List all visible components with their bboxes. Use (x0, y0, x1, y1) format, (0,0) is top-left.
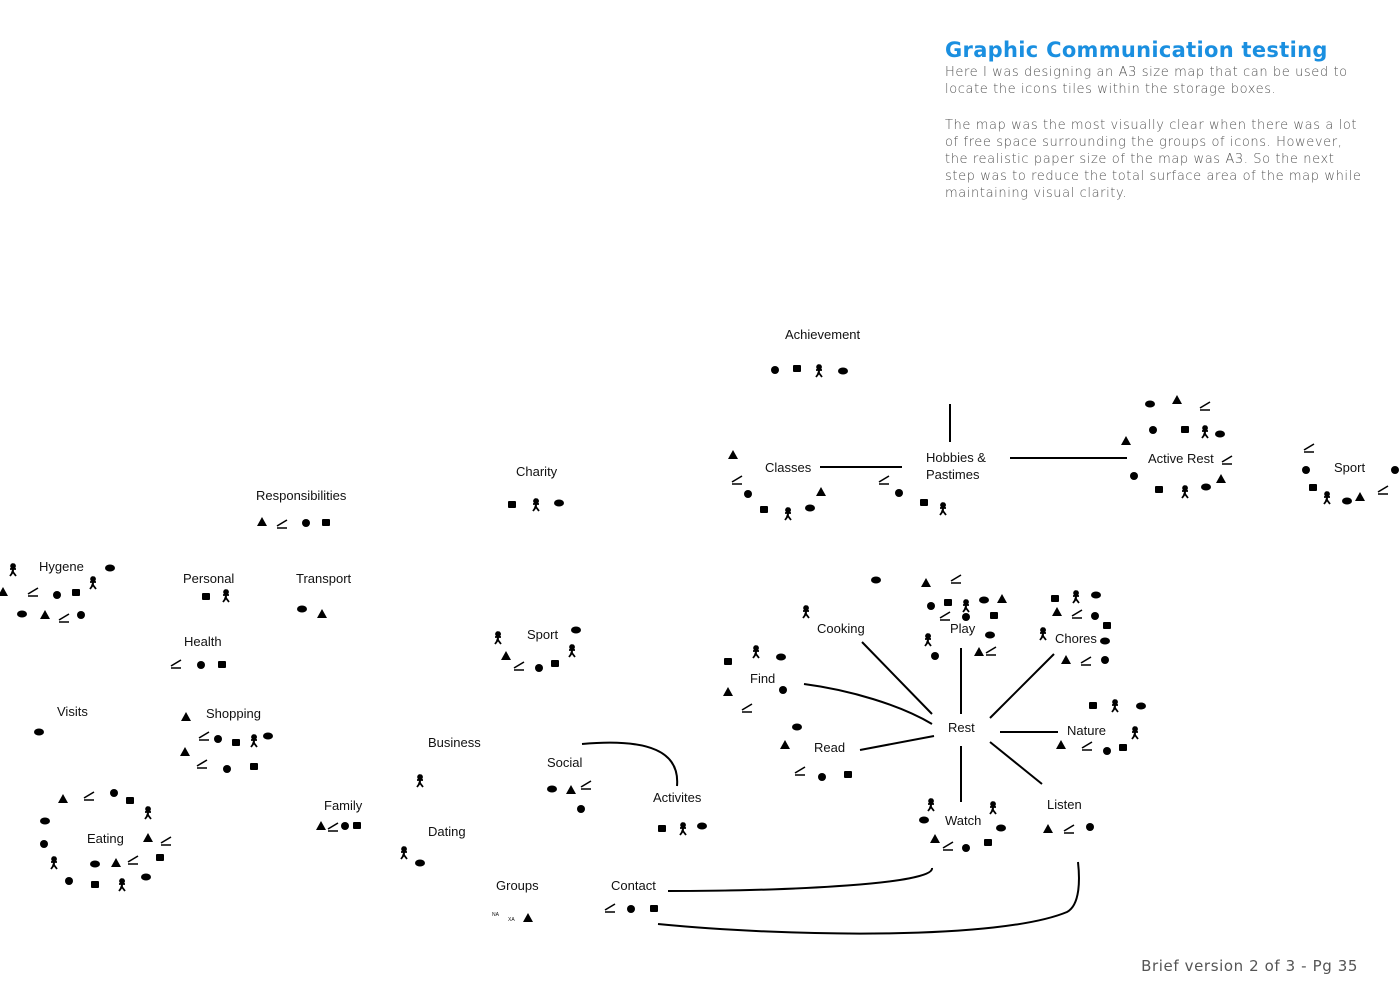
chores-pictogram-icon (1061, 655, 1071, 664)
eating-pictogram-icon (51, 857, 57, 869)
nature-pictogram-icon (1112, 700, 1118, 712)
eating-pictogram-icon (126, 797, 134, 804)
label-health: Health (184, 634, 222, 649)
label-sport-mid: Sport (527, 627, 559, 642)
play-pictogram-icon (963, 600, 969, 612)
hygene-pictogram-icon (28, 588, 38, 596)
shopping-pictogram-icon (250, 763, 258, 770)
find-pictogram-icon (779, 686, 787, 694)
link-rest-read (860, 736, 934, 750)
shopping-pictogram-icon (263, 733, 273, 740)
cooking-pictogram-icon (871, 577, 881, 584)
link-contact-listen (658, 862, 1079, 934)
hygene-pictogram-icon (40, 610, 50, 619)
achievement-pictogram-icon (771, 366, 779, 374)
play-pictogram-icon (979, 597, 989, 604)
active-rest-pictogram-icon (1155, 486, 1163, 493)
find-pictogram-icon (776, 654, 786, 661)
chores-pictogram-icon (1073, 591, 1079, 603)
classes-pictogram-icon (732, 476, 742, 484)
eating-pictogram-icon (128, 856, 138, 864)
active-rest-pictogram-icon (1121, 436, 1131, 445)
label-watch: Watch (945, 813, 982, 828)
play-pictogram-icon (927, 602, 935, 610)
read-pictogram-icon (792, 724, 802, 731)
watch-pictogram-icon (928, 799, 934, 811)
active-rest-pictogram-icon (1202, 426, 1208, 438)
listen-pictogram-icon (1043, 824, 1053, 833)
sport-mid-pictogram-icon (535, 664, 543, 672)
eating-pictogram-icon (143, 833, 153, 842)
nature-pictogram-icon (1082, 742, 1092, 750)
chores-pictogram-icon (1100, 638, 1110, 645)
classes-pictogram-icon (760, 506, 768, 513)
listen-pictogram-icon (1086, 823, 1094, 831)
play-pictogram-icon (986, 647, 996, 655)
watch-pictogram-icon (990, 802, 996, 814)
play-pictogram-icon (921, 578, 931, 587)
link-contact-watch (668, 868, 932, 891)
classes-pictogram-icon (805, 505, 815, 512)
nature-pictogram-icon (1056, 740, 1066, 749)
eating-pictogram-icon (91, 881, 99, 888)
eating-pictogram-icon (156, 854, 164, 861)
active-rest-pictogram-icon (1172, 395, 1182, 404)
label-responsibilities: Responsibilities (256, 488, 347, 503)
chores-pictogram-icon (1051, 595, 1059, 602)
watch-pictogram-icon (930, 834, 940, 843)
label-nature: Nature (1067, 723, 1107, 738)
label-social: Social (547, 755, 583, 770)
label-charity: Charity (516, 464, 558, 479)
label-transport: Transport (296, 571, 352, 586)
page-footer: Brief version 2 of 3 - Pg 35 (1141, 957, 1358, 975)
shopping-pictogram-icon (232, 739, 240, 746)
find-pictogram-icon (742, 704, 752, 712)
find-pictogram-icon (723, 687, 733, 696)
hygene-pictogram-icon (90, 577, 96, 589)
personal-pictogram-icon (223, 590, 229, 602)
achievement-pictogram-icon (793, 365, 801, 372)
sport-right-pictogram-icon (1324, 492, 1330, 504)
eating-pictogram-icon (110, 789, 118, 797)
sport-right-pictogram-icon (1342, 498, 1352, 505)
active-rest-pictogram-icon (1200, 402, 1210, 410)
responsibilities-pictogram-icon (257, 517, 267, 526)
chores-pictogram-icon (1040, 628, 1046, 640)
active-rest-pictogram-icon (1145, 401, 1155, 408)
find-pictogram-icon (724, 658, 732, 665)
label-shopping: Shopping (206, 706, 261, 721)
contact-pictogram-icon (650, 905, 658, 912)
sport-right-pictogram-icon (1355, 492, 1365, 501)
contact-pictogram-icon (627, 905, 635, 913)
eating-pictogram-icon (119, 879, 125, 891)
link-rest-find (804, 684, 932, 724)
nature-pictogram-icon (1119, 744, 1127, 751)
sport-mid-pictogram-icon (569, 645, 575, 657)
label-business: Business (428, 735, 481, 750)
social-pictogram-icon (547, 786, 557, 793)
hygene-pictogram-icon (0, 587, 8, 596)
read-pictogram-icon (795, 767, 805, 775)
label-visits: Visits (57, 704, 88, 719)
sport-right-pictogram-icon (1309, 484, 1317, 491)
groups-tile-text-1: NA (492, 912, 499, 918)
label-chores: Chores (1055, 631, 1097, 646)
label-cooking: Cooking (817, 621, 865, 636)
sport-mid-pictogram-icon (514, 662, 524, 670)
nature-pictogram-icon (1089, 702, 1097, 709)
shopping-pictogram-icon (181, 712, 191, 721)
label-family: Family (324, 798, 363, 813)
responsibilities-pictogram-icon (277, 520, 287, 528)
shopping-pictogram-icon (214, 735, 222, 743)
health-pictogram-icon (218, 661, 226, 668)
shopping-pictogram-icon (199, 732, 209, 740)
family-pictogram-icon (316, 821, 326, 830)
eating-pictogram-icon (84, 792, 94, 800)
sport-right-pictogram-icon (1391, 466, 1399, 474)
business-pictogram-icon (417, 775, 423, 787)
active-rest-pictogram-icon (1149, 426, 1157, 434)
eating-pictogram-icon (145, 807, 151, 819)
contact-pictogram-icon (605, 904, 615, 912)
chores-pictogram-icon (1103, 622, 1111, 629)
eating-pictogram-icon (40, 840, 48, 848)
responsibilities-pictogram-icon (302, 519, 310, 527)
hygene-pictogram-icon (17, 611, 27, 618)
sport-right-pictogram-icon (1378, 486, 1388, 494)
watch-pictogram-icon (943, 842, 953, 850)
read-pictogram-icon (780, 740, 790, 749)
link-social-activites (582, 743, 677, 786)
label-read: Read (814, 740, 846, 755)
classes-pictogram-icon (744, 490, 752, 498)
family-pictogram-icon (328, 823, 338, 831)
active-rest-pictogram-icon (1130, 472, 1138, 480)
hygene-pictogram-icon (10, 564, 16, 576)
link-rest-cooking (862, 642, 932, 714)
watch-pictogram-icon (996, 825, 1006, 832)
label-hobbies-line2: Pastimes (926, 467, 980, 482)
shopping-pictogram-icon (180, 747, 190, 756)
health-pictogram-icon (197, 661, 205, 669)
active-rest-pictogram-icon (1201, 484, 1211, 491)
hygene-pictogram-icon (53, 591, 61, 599)
intro-paragraph: Here I was designing an A3 size map that can be used to locate the icons tiles within the storage boxes. (945, 65, 1348, 97)
cooking-pictogram-icon (803, 606, 809, 618)
label-find: Find (750, 671, 776, 686)
label-active-rest: Active Rest (1148, 451, 1214, 466)
shopping-pictogram-icon (197, 760, 207, 768)
shopping-pictogram-icon (251, 735, 257, 747)
sport-right-pictogram-icon (1302, 466, 1310, 474)
eating-pictogram-icon (161, 837, 171, 845)
chores-pictogram-icon (1081, 657, 1091, 665)
label-hygene: Hygene (39, 559, 84, 574)
health-pictogram-icon (171, 660, 181, 668)
watch-pictogram-icon (962, 844, 970, 852)
shopping-pictogram-icon (223, 765, 231, 773)
nature-pictogram-icon (1132, 727, 1138, 739)
nature-pictogram-icon (1136, 703, 1146, 710)
play-pictogram-icon (962, 613, 970, 621)
hobbies-pictogram-icon (879, 476, 889, 484)
active-rest-pictogram-icon (1215, 431, 1225, 438)
activites-pictogram-icon (697, 823, 707, 830)
chores-pictogram-icon (1101, 656, 1109, 664)
eating-pictogram-icon (90, 861, 100, 868)
label-groups: Groups (496, 878, 539, 893)
play-pictogram-icon (940, 612, 950, 620)
play-pictogram-icon (990, 612, 998, 619)
watch-pictogram-icon (984, 839, 992, 846)
hygene-pictogram-icon (72, 589, 80, 596)
hobbies-pictogram-icon (895, 489, 903, 497)
label-personal: Personal (183, 571, 235, 586)
family-pictogram-icon (341, 822, 349, 830)
charity-pictogram-icon (554, 500, 564, 507)
active-rest-pictogram-icon (1181, 426, 1189, 433)
classes-pictogram-icon (728, 450, 738, 459)
hobbies-pictogram-icon (920, 499, 928, 506)
charity-pictogram-icon (533, 499, 539, 511)
watch-pictogram-icon (919, 817, 929, 824)
label-sport-right: Sport (1334, 460, 1366, 475)
sport-right-pictogram-icon (1304, 444, 1314, 452)
play-pictogram-icon (925, 634, 931, 646)
label-eating: Eating (87, 831, 124, 846)
play-pictogram-icon (944, 599, 952, 606)
chores-pictogram-icon (1072, 610, 1082, 618)
label-achievement: Achievement (785, 327, 861, 342)
social-pictogram-icon (566, 785, 576, 794)
chores-pictogram-icon (1091, 592, 1101, 599)
play-pictogram-icon (951, 575, 961, 583)
active-rest-pictogram-icon (1216, 474, 1226, 483)
label-classes: Classes (765, 460, 812, 475)
activites-pictogram-icon (658, 825, 666, 832)
social-pictogram-icon (577, 805, 585, 813)
visits-pictogram-icon (34, 729, 44, 736)
label-listen: Listen (1047, 797, 1082, 812)
read-pictogram-icon (844, 771, 852, 778)
family-pictogram-icon (353, 822, 361, 829)
play-pictogram-icon (931, 652, 939, 660)
group-labels (39, 327, 1365, 923)
achievement-pictogram-icon (816, 365, 822, 377)
page-title: Graphic Communication testing (945, 38, 1328, 62)
play-pictogram-icon (974, 647, 984, 656)
label-dating: Dating (428, 824, 466, 839)
nature-pictogram-icon (1103, 747, 1111, 755)
label-activites: Activites (653, 790, 702, 805)
achievement-pictogram-icon (838, 368, 848, 375)
sport-mid-pictogram-icon (551, 660, 559, 667)
eating-pictogram-icon (58, 794, 68, 803)
dating-pictogram-icon (401, 847, 407, 859)
groups-pictogram-icon (523, 913, 533, 922)
dating-pictogram-icon (415, 860, 425, 867)
activites-pictogram-icon (680, 823, 686, 835)
hygene-pictogram-icon (77, 611, 85, 619)
transport-pictogram-icon (297, 606, 307, 613)
transport-pictogram-icon (317, 609, 327, 618)
play-pictogram-icon (997, 594, 1007, 603)
chores-pictogram-icon (1052, 607, 1062, 616)
sport-mid-pictogram-icon (495, 632, 501, 644)
label-play: Play (950, 621, 976, 636)
active-rest-pictogram-icon (1222, 456, 1232, 464)
social-pictogram-icon (581, 781, 591, 789)
connection-lines (582, 404, 1127, 934)
label-rest: Rest (948, 720, 975, 735)
label-hobbies-line1: Hobbies & (926, 450, 986, 465)
listen-pictogram-icon (1064, 825, 1074, 833)
detail-paragraph: The map was the most visually clear when there was a lot of free space surrounding the groups of icons. However, the realistic paper size of the map was A3. So the next step was to reduce the total surface area of the map while maintaining visual clarity. (945, 118, 1362, 201)
charity-pictogram-icon (508, 501, 516, 508)
eating-pictogram-icon (65, 877, 73, 885)
eating-pictogram-icon (141, 874, 151, 881)
link-rest-chores (990, 654, 1054, 718)
sport-mid-pictogram-icon (501, 651, 511, 660)
hygene-pictogram-icon (105, 565, 115, 572)
read-pictogram-icon (818, 773, 826, 781)
sport-mid-pictogram-icon (571, 627, 581, 634)
label-contact: Contact (611, 878, 656, 893)
classes-pictogram-icon (816, 487, 826, 496)
personal-pictogram-icon (202, 593, 210, 600)
eating-pictogram-icon (40, 818, 50, 825)
play-pictogram-icon (985, 632, 995, 639)
active-rest-pictogram-icon (1182, 486, 1188, 498)
responsibilities-pictogram-icon (322, 519, 330, 526)
find-pictogram-icon (753, 646, 759, 658)
classes-pictogram-icon (785, 508, 791, 520)
link-rest-listen (990, 742, 1042, 784)
hygene-pictogram-icon (59, 614, 69, 622)
eating-pictogram-icon (111, 858, 121, 867)
hobbies-pictogram-icon (940, 503, 946, 515)
chores-pictogram-icon (1091, 612, 1099, 620)
groups-tile-text-2: XA (508, 917, 515, 923)
